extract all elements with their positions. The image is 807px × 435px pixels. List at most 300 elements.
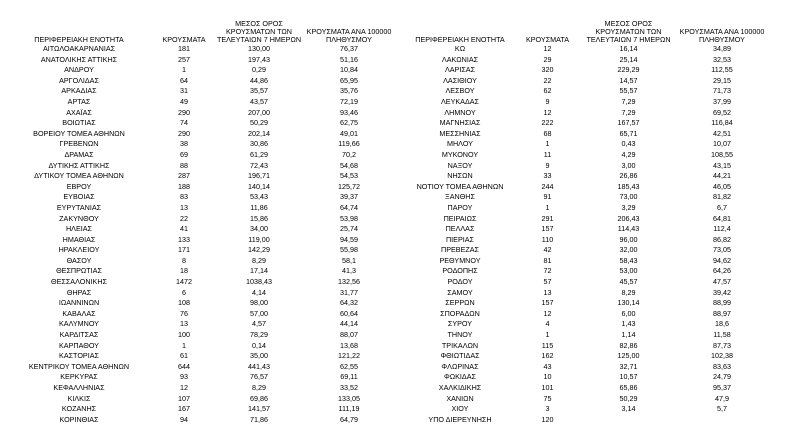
region-cell: ΜΗΛΟΥ (447, 139, 473, 149)
per100k-cell: 132,56 (338, 277, 360, 287)
avg7-cell: 3,14 (621, 404, 636, 414)
avg7-cell: 35,57 (250, 86, 268, 96)
region-cell: ΦΩΚΙΔΑΣ (444, 372, 476, 382)
avg7-cell: 130,00 (248, 44, 270, 53)
right-table-body (406, 44, 768, 425)
table-row (406, 150, 768, 161)
cases-cell: 62 (543, 86, 552, 96)
avg7-cell: 10,57 (619, 372, 638, 382)
region-cell: ΘΕΣΠΡΩΤΙΑΣ (56, 266, 102, 276)
header-row (406, 14, 768, 44)
cases-cell: 81 (543, 255, 552, 265)
cases-cell: 644 (178, 361, 190, 371)
cases-cell: 33 (543, 171, 552, 181)
region-cell: ΚΕΦΑΛΛΗΝΙΑΣ (53, 383, 105, 392)
avg7-cell: 16,14 (619, 44, 638, 53)
avg7-cell: 53,43 (250, 192, 268, 202)
per100k-cell: 71,73 (713, 86, 731, 96)
per100k-cell: 76,37 (340, 44, 358, 53)
per100k-cell: 25,74 (340, 224, 358, 234)
cases-cell: 181 (178, 44, 190, 53)
region-cell: ΦΛΩΡΙΝΑΣ (441, 361, 479, 371)
avg7-cell: 61,29 (250, 149, 268, 159)
avg7-cell: 32,00 (619, 245, 638, 255)
left-table-body (5, 44, 395, 425)
cases-cell: 108 (178, 298, 190, 308)
per100k-cell: 34,89 (713, 44, 731, 53)
avg7-cell: 43,57 (250, 96, 268, 106)
cases-cell: 42 (543, 245, 552, 255)
region-cell: ΧΑΝΙΩΝ (446, 393, 474, 403)
per100k-cell: 13,68 (340, 340, 358, 350)
table-row (406, 44, 768, 55)
table-row (5, 76, 395, 87)
per100k-cell: 81,82 (713, 192, 731, 202)
cases-cell: 22 (180, 213, 188, 223)
header-avg7: ΜΕΣΟΣ ΟΡΟΣ ΚΡΟΥΣΜΑΤΩΝ ΤΩΝ ΤΕΛΕΥΤΑΙΩΝ 7 ΗΜΕΡΩΝ (216, 19, 302, 44)
cases-cell: 1 (182, 340, 186, 350)
per100k-cell: 11,58 (713, 330, 731, 340)
avg7-cell: 17,14 (250, 266, 268, 276)
avg7-cell: 3,29 (621, 202, 636, 212)
region-cell: ΠΡΕΒΕΖΑΣ (441, 245, 479, 255)
avg7-cell: 4,57 (252, 319, 266, 329)
cases-cell: 69 (180, 149, 188, 159)
cases-cell: 10 (543, 372, 552, 382)
per100k-cell: 70,2 (342, 149, 356, 159)
region-cell: ΑΡΚΑΔΙΑΣ (61, 86, 97, 96)
region-cell: ΛΑΚΩΝΙΑΣ (441, 54, 479, 64)
per100k-cell: 86,82 (713, 234, 731, 244)
cases-cell: 68 (543, 128, 552, 138)
avg7-cell: 197,43 (248, 54, 270, 64)
table-row (406, 118, 768, 129)
per100k-cell: 133,05 (338, 393, 360, 403)
per100k-cell: 64,79 (340, 414, 358, 424)
region-cell: ΛΑΡΙΣΑΣ (444, 65, 476, 75)
region-cell: ΕΒΡΟΥ (66, 181, 92, 191)
table-row (5, 404, 395, 415)
table-row (406, 341, 768, 352)
table-row (5, 245, 395, 256)
region-cell: ΒΟΙΩΤΙΑΣ (62, 118, 96, 128)
table-row (5, 161, 395, 172)
avg7-cell: 58,43 (619, 255, 638, 265)
per100k-cell: 88,97 (713, 308, 731, 318)
table-row (406, 76, 768, 87)
header-per100k: ΚΡΟΥΣΜΑΤΑ ΑΝΑ 100000 ΠΛΗΘΥΣΜΟΥ (679, 27, 765, 44)
avg7-cell: 196,71 (248, 171, 270, 181)
cases-cell: 3 (545, 404, 550, 414)
region-cell: ΣΕΡΡΩΝ (445, 298, 475, 308)
cases-cell: 244 (541, 181, 554, 191)
avg7-cell: 7,29 (621, 107, 636, 117)
per100k-cell: 116,84 (711, 118, 733, 128)
region-cell: ΑΝΑΤΟΛΙΚΗΣ ΑΤΤΙΚΗΣ (40, 54, 118, 64)
left-table-block (5, 14, 395, 425)
avg7-cell: 35,00 (250, 351, 268, 361)
cases-cell: 257 (178, 54, 190, 64)
region-cell: ΜΕΣΣΗΝΙΑΣ (439, 128, 481, 138)
per100k-cell: 108,55 (711, 149, 733, 159)
cases-cell: 75 (543, 393, 552, 403)
region-cell: ΜΥΚΟΝΟΥ (441, 149, 479, 159)
cases-cell: 38 (180, 139, 188, 149)
cases-cell: 76 (180, 308, 188, 318)
cases-cell: 13 (180, 319, 188, 329)
table-row (5, 288, 395, 299)
avg7-cell: 167,57 (617, 118, 640, 128)
table-row (5, 394, 395, 405)
avg7-cell: 229,29 (617, 65, 640, 75)
cases-cell: 171 (178, 245, 190, 255)
per100k-cell: 125,72 (338, 181, 360, 191)
cases-cell: 83 (180, 192, 188, 202)
avg7-cell: 207,00 (248, 107, 270, 117)
region-cell: ΝΗΣΩΝ (447, 171, 473, 181)
region-cell: ΝΟΤΙΟΥ ΤΟΜΕΑ ΑΘΗΝΩΝ (416, 181, 504, 191)
cases-cell: 115 (541, 340, 554, 350)
avg7-cell: 0,29 (252, 65, 266, 75)
avg7-cell: 142,29 (248, 245, 270, 255)
avg7-cell: 141,57 (248, 404, 270, 414)
table-row (406, 362, 768, 373)
per100k-cell: 53,98 (340, 213, 358, 223)
region-cell: ΑΧΑΪΑΣ (66, 107, 92, 117)
cases-cell: 107 (178, 393, 190, 403)
region-cell: ΡΟΔΟΠΗΣ (442, 266, 478, 276)
cases-cell: 12 (543, 308, 552, 318)
avg7-cell: 202,14 (248, 128, 270, 138)
avg7-cell: 50,29 (619, 393, 638, 403)
avg7-cell: 1038,43 (246, 277, 272, 287)
cases-cell: 222 (541, 118, 554, 128)
table-row (406, 171, 768, 182)
avg7-cell: 53,00 (619, 266, 638, 276)
cases-cell: 43 (543, 361, 552, 371)
avg7-cell: 98,00 (250, 298, 268, 308)
cases-cell: 74 (180, 118, 188, 128)
cases-cell: 13 (543, 287, 552, 297)
per100k-cell: 47,57 (713, 277, 731, 287)
avg7-cell: 6,00 (621, 308, 636, 318)
per100k-cell: 64,32 (340, 298, 358, 308)
per100k-cell: 88,07 (340, 330, 358, 340)
region-cell: ΑΙΤΩΛΟΑΚΑΡΝΑΝΙΑΣ (42, 44, 116, 53)
cases-cell: 290 (178, 128, 190, 138)
cases-cell: 1472 (176, 277, 192, 287)
table-row (5, 55, 395, 66)
region-cell: ΗΜΑΘΙΑΣ (62, 234, 96, 244)
per100k-cell: 6,7 (717, 202, 727, 212)
per100k-cell: 93,46 (340, 107, 358, 117)
table-row (406, 319, 768, 330)
table-row (5, 150, 395, 161)
cases-cell: 9 (545, 96, 550, 106)
table-row (406, 224, 768, 235)
per100k-cell: 62,75 (340, 118, 358, 128)
region-cell: ΙΩΑΝΝΙΝΩΝ (58, 298, 100, 308)
avg7-cell: 32,71 (619, 361, 638, 371)
table-row (5, 256, 395, 267)
cases-cell: 12 (180, 383, 188, 392)
per100k-cell: 43,15 (713, 160, 731, 170)
table-row (406, 192, 768, 203)
per100k-cell: 41,3 (342, 266, 356, 276)
region-cell: ΑΡΤΑΣ (67, 96, 91, 106)
per100k-cell: 33,52 (340, 383, 358, 392)
per100k-cell: 88,99 (713, 298, 731, 308)
avg7-cell: 0,43 (621, 139, 636, 149)
avg7-cell: 140,14 (248, 181, 270, 191)
avg7-cell: 82,86 (619, 340, 638, 350)
table-row (406, 383, 768, 394)
cases-table-right (406, 14, 768, 425)
per100k-cell: 32,53 (713, 54, 731, 64)
avg7-cell: 7,29 (621, 96, 636, 106)
avg7-cell: 76,57 (250, 372, 268, 382)
table-row (406, 351, 768, 362)
per100k-cell: 49,01 (340, 128, 358, 138)
per100k-cell: 51,16 (340, 54, 358, 64)
cases-cell: 12 (543, 107, 552, 117)
table-row (406, 330, 768, 341)
table-row (406, 139, 768, 150)
cases-cell: 1 (545, 139, 550, 149)
region-cell: ΒΟΡΕΙΟΥ ΤΟΜΕΑ ΑΘΗΝΩΝ (33, 128, 125, 138)
region-cell: ΦΘΙΩΤΙΔΑΣ (440, 351, 480, 361)
per100k-cell: 121,22 (338, 351, 360, 361)
region-cell: ΗΛΕΙΑΣ (65, 224, 93, 234)
avg7-cell: 71,86 (250, 414, 268, 424)
region-cell: ΣΥΡΟΥ (447, 319, 473, 329)
per100k-cell: 64,26 (713, 266, 731, 276)
region-cell: ΕΥΡΥΤΑΝΙΑΣ (56, 202, 102, 212)
region-cell: ΤΗΝΟΥ (447, 330, 473, 340)
cases-cell: 22 (543, 75, 552, 85)
table-row (5, 341, 395, 352)
cases-cell: 12 (543, 44, 552, 53)
cases-cell: 8 (182, 255, 186, 265)
region-cell: ΔΥΤΙΚΗΣ ΑΤΤΙΚΗΣ (48, 160, 110, 170)
region-cell: ΜΑΓΝΗΣΙΑΣ (439, 118, 481, 128)
cases-cell: 162 (541, 351, 554, 361)
table-row (406, 235, 768, 246)
avg7-cell: 44,86 (250, 75, 268, 85)
table-row (406, 277, 768, 288)
header-avg7: ΜΕΣΟΣ ΟΡΟΣ ΚΡΟΥΣΜΑΤΩΝ ΤΩΝ ΤΕΛΕΥΤΑΙΩΝ 7 ΗΜΕΡΩΝ (586, 19, 671, 44)
region-cell: ΚΕΝΤΡΙΚΟΥ ΤΟΜΕΑ ΑΘΗΝΩΝ (28, 361, 130, 371)
table-row (5, 44, 395, 55)
per100k-cell: 18,6 (715, 319, 729, 329)
table-row (5, 235, 395, 246)
cases-table-left (5, 14, 395, 425)
cases-cell: 11 (543, 149, 552, 159)
table-row (5, 108, 395, 119)
per100k-cell: 29,15 (713, 75, 731, 85)
table-row (406, 245, 768, 256)
header-cases: ΚΡΟΥΣΜΑΤΑ (525, 35, 570, 44)
table-row (5, 266, 395, 277)
table-row (406, 214, 768, 225)
per100k-cell (676, 415, 768, 426)
table-row (406, 415, 768, 426)
avg7-cell: 130,14 (617, 298, 640, 308)
region-cell: ΛΑΣΙΘΙΟΥ (443, 75, 477, 85)
per100k-cell: 64,74 (340, 202, 358, 212)
per100k-cell: 44,14 (340, 319, 358, 329)
per100k-cell: 55,98 (340, 245, 358, 255)
avg7-cell: 30,86 (250, 139, 268, 149)
region-cell: ΛΕΥΚΑΔΑΣ (440, 96, 479, 106)
header-region: ΠΕΡΙΦΕΡΕΙΑΚΗ ΕΝΟΤΗΤΑ (415, 35, 505, 44)
per100k-cell: 64,81 (713, 213, 731, 223)
cases-cell: 290 (178, 107, 190, 117)
table-row (406, 203, 768, 214)
per100k-cell: 10,07 (713, 139, 731, 149)
region-cell: ΚΙΛΚΙΣ (67, 393, 91, 403)
per100k-cell: 73,05 (713, 245, 731, 255)
avg7-cell: 8,29 (252, 383, 266, 392)
per100k-cell: 62,55 (340, 361, 358, 371)
region-cell: ΓΡΕΒΕΝΩΝ (59, 139, 99, 149)
avg7-cell: 57,00 (250, 308, 268, 318)
region-cell: ΝΑΞΟΥ (447, 160, 473, 170)
cases-cell: 9 (545, 160, 550, 170)
per100k-cell: 10,84 (340, 65, 358, 75)
table-row (406, 161, 768, 172)
table-row (5, 383, 395, 394)
avg7-cell: 11,86 (250, 202, 268, 212)
table-row (5, 224, 395, 235)
table-row (5, 182, 395, 193)
header-cases: ΚΡΟΥΣΜΑΤΑ (162, 35, 206, 44)
avg7-cell: 0,14 (252, 340, 266, 350)
table-row (5, 192, 395, 203)
per100k-cell: 83,63 (713, 361, 731, 371)
table-row (5, 415, 395, 426)
region-cell: ΚΟΖΑΝΗΣ (61, 404, 97, 414)
table-row (406, 309, 768, 320)
table-row (5, 214, 395, 225)
table-row (406, 372, 768, 383)
cases-cell: 13 (180, 202, 188, 212)
per100k-cell: 119,66 (338, 139, 360, 149)
per100k-cell: 69,52 (713, 107, 731, 117)
avg7-cell: 26,86 (619, 171, 638, 181)
avg7-cell: 15,86 (250, 213, 268, 223)
cases-cell: 157 (541, 298, 554, 308)
avg7-cell: 8,29 (621, 287, 636, 297)
table-row (406, 182, 768, 193)
cases-cell: 18 (180, 266, 188, 276)
avg7-cell: 65,71 (619, 128, 638, 138)
cases-cell: 94 (180, 414, 188, 424)
region-cell: ΚΑΛΥΜΝΟΥ (59, 319, 99, 329)
avg7-cell (581, 415, 676, 426)
region-cell: ΠΕΛΛΑΣ (445, 224, 475, 234)
region-cell: ΤΡΙΚΑΛΩΝ (441, 340, 479, 350)
table-row (5, 372, 395, 383)
per100k-cell: 87,73 (713, 340, 731, 350)
avg7-cell: 55,57 (619, 86, 638, 96)
table-row (5, 298, 395, 309)
per100k-cell: 39,37 (340, 192, 358, 202)
cases-cell: 29 (543, 54, 552, 64)
avg7-cell: 185,43 (617, 181, 640, 191)
avg7-cell: 34,00 (250, 224, 268, 234)
table-row (5, 139, 395, 150)
region-cell: ΧΑΛΚΙΔΙΚΗΣ (438, 383, 482, 392)
per100k-cell: 72,19 (340, 96, 358, 106)
table-row (5, 277, 395, 288)
table-row (406, 288, 768, 299)
avg7-cell: 119,00 (248, 234, 270, 244)
cases-cell: 188 (178, 181, 190, 191)
avg7-cell: 125,00 (617, 351, 640, 361)
cases-cell: 31 (180, 86, 188, 96)
region-cell: ΕΥΒΟΙΑΣ (63, 192, 95, 202)
table-row (406, 394, 768, 405)
region-cell: ΛΗΜΝΟΥ (444, 107, 476, 117)
per100k-cell: 60,64 (340, 308, 358, 318)
avg7-cell: 45,57 (619, 277, 638, 287)
avg7-cell: 78,29 (250, 330, 268, 340)
per100k-cell: 54,53 (340, 171, 358, 181)
cases-cell: 49 (180, 96, 188, 106)
per100k-cell: 47,9 (715, 393, 729, 403)
region-cell: ΡΕΘΥΜΝΟΥ (439, 255, 481, 265)
cases-cell: 320 (541, 65, 554, 75)
per100k-cell: 112,4 (713, 224, 731, 234)
avg7-cell: 96,00 (619, 234, 638, 244)
per100k-cell: 112,55 (711, 65, 733, 75)
cases-cell: 157 (541, 224, 554, 234)
header-row (5, 14, 395, 44)
header-per100k: ΚΡΟΥΣΜΑΤΑ ΑΝΑ 100000 ΠΛΗΘΥΣΜΟΥ (306, 27, 392, 44)
per100k-cell: 35,76 (340, 86, 358, 96)
avg7-cell: 206,43 (617, 213, 640, 223)
cases-cell: 120 (541, 414, 554, 424)
cases-cell: 1 (182, 65, 186, 75)
per100k-cell: 102,38 (711, 351, 733, 361)
region-cell: ΚΕΡΚΥΡΑΣ (60, 372, 98, 382)
avg7-cell: 3,00 (621, 160, 636, 170)
cases-cell: 91 (543, 192, 552, 202)
region-cell: ΑΡΓΟΛΙΔΑΣ (59, 75, 99, 85)
per100k-cell: 54,68 (340, 160, 358, 170)
table-row (406, 298, 768, 309)
region-cell: ΡΟΔΟΥ (447, 277, 473, 287)
avg7-cell: 73,00 (619, 192, 638, 202)
region-cell: ΔΥΤΙΚΟΥ ΤΟΜΕΑ ΑΘΗΝΩΝ (34, 171, 124, 181)
table-row (5, 65, 395, 76)
per100k-cell: 95,37 (713, 383, 731, 392)
avg7-cell: 50,29 (250, 118, 268, 128)
table-row (5, 203, 395, 214)
region-cell: ΠΑΡΟΥ (447, 202, 473, 212)
cases-cell: 72 (543, 266, 552, 276)
per100k-cell: 42,51 (713, 128, 731, 138)
per100k-cell: 24,79 (713, 372, 731, 382)
cases-cell: 6 (182, 287, 186, 297)
table-row (406, 65, 768, 76)
right-table-block (406, 14, 768, 425)
table-row (5, 86, 395, 97)
table-row (5, 97, 395, 108)
per100k-cell: 94,62 (713, 255, 731, 265)
cases-cell: 93 (180, 372, 188, 382)
